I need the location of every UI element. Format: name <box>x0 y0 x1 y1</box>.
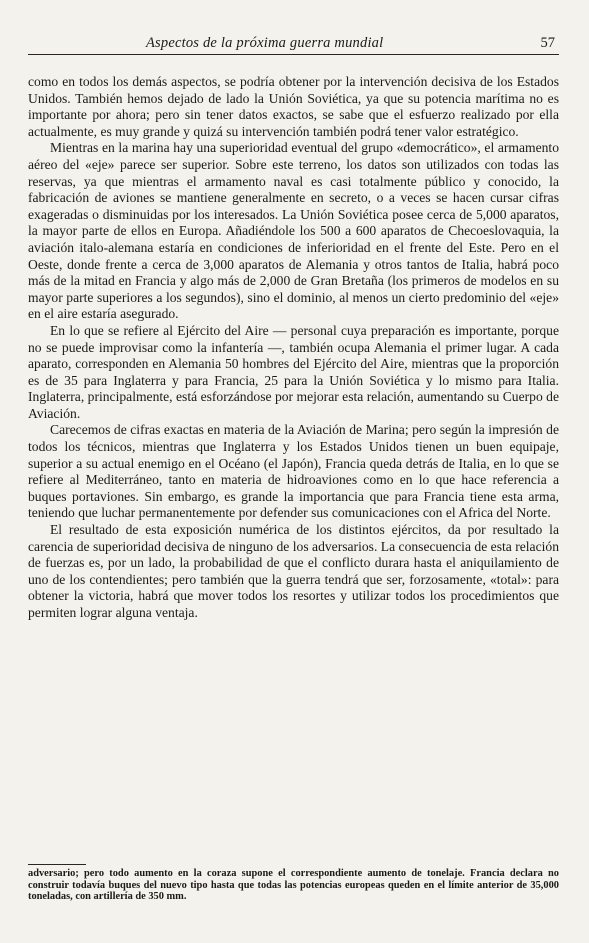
paragraph-air-personnel: En lo que se refiere al Ejército del Aire — personal cuya preparación es importante, porque no se puede improvisar como la infantería —, también ocupa Alemania el primer lugar. A cada aparato, corresponden en Alemania 50 hombres del Ejército del Aire, mientras que la proporción es de 35 para Inglaterra y para Francia, 25 para la Unión Soviética y lo mismo para Italia. Inglaterra, principalmente, está esforzándose por mejorar esta relación, aumentando su Cuerpo de Aviación. <box>28 322 559 421</box>
page-number: 57 <box>540 35 555 51</box>
body-text <box>28 74 559 622</box>
running-header <box>28 34 559 55</box>
paragraph-naval-aviation: Carecemos de cifras exactas en materia de la Aviación de Marina; pero según la impresión de todos los técnicos, mientras que Inglaterra y los Estados Unidos tienen un buen equipaje, superior a su actual enemigo en el Océano (el Japón), Francia queda detrás de Italia, en lo que se refiere al Mediterráneo, tanto en materia de hidroaviones como en lo que hace referencia a buques portaviones. Sin embargo, es grande la importancia que para Francia tiene esta arma, teniendo que luchar permanentemente por defender sus comunicaciones con el Africa del Norte. <box>28 422 559 521</box>
footnote-divider <box>28 864 86 865</box>
paragraph-air-armament: Mientras en la marina hay una superioridad eventual del grupo «democrático», el armamento aéreo del «eje» parece ser superior. Sobre este terreno, los datos son utilizados con todas las reservas, ya que mientras el armamento naval es casi totalmente público y conocido, la fabricación de aviones se mantiene generalmente en secreto, o a veces se hacen cursar cifras exageradas o disminuidas por los interesados. La Unión Soviética posee cerca de 5,000 aparatos, la mayor parte de ellos en Europa. Añadiéndole los 500 a 600 aparatos de Checoeslovaquia, la aviación italo-alemana estaría en condiciones de inferioridad en el frente del Este. Pero en el Oeste, donde frente a cerca de 3,000 aparatos de Alemania y otros tantos de Italia, habrá poco más de la mitad en Francia y algo más de 2,000 de Gran Bretaña (los primeros de modelos en su mayor parte superiores a los segundos), sino el dominio, al menos un cierto predominio del «eje» en el aire estaría asegurado. <box>28 140 559 322</box>
running-title: Aspectos de la próxima guerra mundial <box>146 35 384 51</box>
paragraph-continuation: como en todos los demás aspectos, se podría obtener por la intervención decisiva de los Estados Unidos. También hemos dejado de lado la Unión Soviética, ya que su potencia marítima no es importante por ahora; pero sin tener datos exactos, se sabe que el esfuerzo realizado por ella actualmente, es muy grande y quizá su intervención también podrá tener valor estratégico. <box>28 74 559 139</box>
footnote: adversario; pero todo aumento en la coraza supone el correspondiente aumento de tonelaje. Francia declara no construir todavía buques del nuevo tipo hasta que todas las potencias europeas queden en el límite anterior de 35,000 toneladas, con artillería de 350 mm. <box>28 868 559 903</box>
paragraph-conclusion: El resultado de esta exposición numérica de los distintos ejércitos, da por resultado la carencia de superioridad decisiva de ninguno de los adversarios. La consecuencia de esta relación de fuerzas es, por un lado, la probabilidad de que el conflicto durara hasta el aniquilamiento de uno de los contendientes; pero también que la guerra tendrá que ser, forzosamente, «total»: para obtener la victoria, habrá que mover todos los resortes y utilizar todos los procedimientos que permiten lograr alguna ventaja. <box>28 522 559 620</box>
